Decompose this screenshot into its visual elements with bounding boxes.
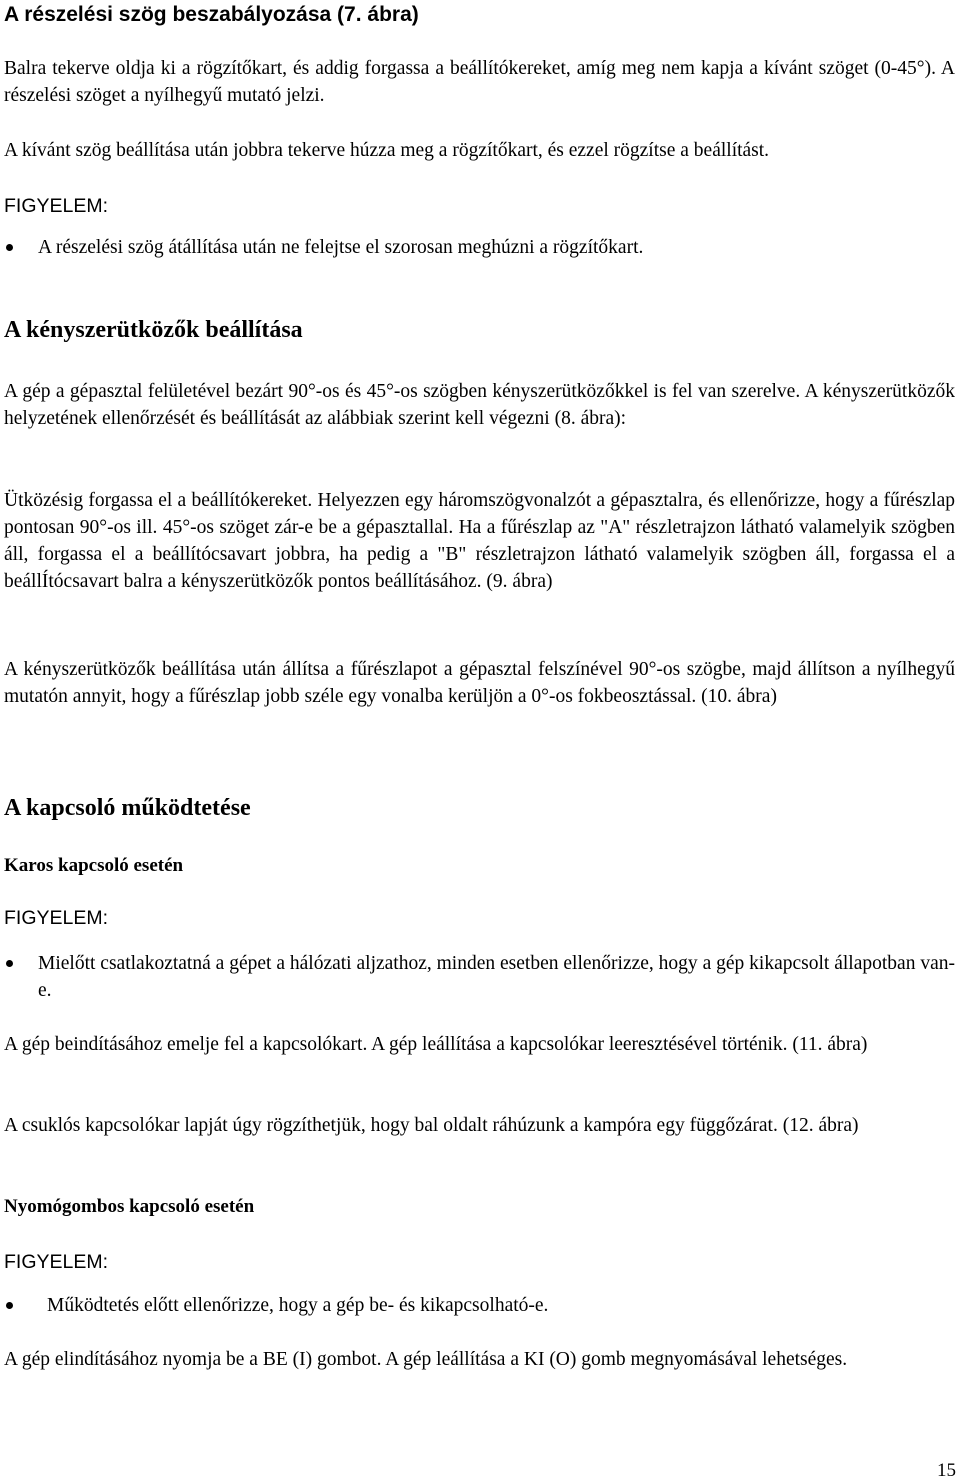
paragraph: A kényszerütközők beállítása után állítsa a fűrészlapot a gépasztal felszínével 90°-os szögbe, majd állítson a nyílhegyű mutatón annyit, hogy a fűrészlap jobb széle egy vonalba kerüljön a 0°-os fokbeosztással. (10. ábra): [4, 659, 955, 707]
subheading-lever-switch: Karos kapcsoló esetén: [4, 855, 184, 876]
bullet-text: A részelési szög átállítása után ne felejtse el szorosan meghúzni a rögzítőkart.: [38, 237, 644, 258]
subheading-pushbutton-switch: Nyomógombos kapcsoló esetén: [4, 1196, 255, 1217]
bullet-text: Működtetés előtt ellenőrizze, hogy a gép be- és kikapcsolható-e.: [47, 1295, 549, 1316]
bullet-icon: [6, 1302, 13, 1309]
section-heading-switch: A kapcsoló működtetése: [4, 795, 251, 821]
paragraph: A gép elindításához nyomja be a BE (I) gombot. A gép leállítása a KI (O) gomb megnyomásával lehetséges.: [4, 1349, 848, 1370]
paragraph: A csuklós kapcsolókar lapját úgy rögzíthetjük, hogy bal oldalt ráhúzunk a kampóra egy függőzárat. (12. ábra): [4, 1115, 859, 1136]
paragraph: A gép a gépasztal felületével bezárt 90°-os és 45°-os szögben kényszerütközőkkel is fel van szerelve. A kényszerütközők helyzetének ellenőrzését és beállítását az alábbiak szerint kell végezni (8. ábra):: [4, 381, 955, 429]
warning-label: FIGYELEM:: [4, 1251, 109, 1273]
section-heading-stops: A kényszerütközők beállítása: [4, 317, 303, 343]
warning-label: FIGYELEM:: [4, 195, 109, 217]
warning-label: FIGYELEM:: [4, 907, 109, 929]
paragraph: A gép beindításához emelje fel a kapcsolókart. A gép leállítása a kapcsolókar leeresztésével történik. (11. ábra): [4, 1034, 868, 1055]
paragraph: Balra tekerve oldja ki a rögzítőkart, és addig forgassa a beállítókereket, amíg meg nem kapja a kívánt szöget (0-45°). A részelési szöget a nyílhegyű mutató jelzi.: [4, 58, 955, 106]
bullet-icon: [6, 960, 13, 967]
paragraph: Ütközésig forgassa el a beállítókereket. Helyezzen egy háromszögvonalzót a gépasztalra, és ellenőrizze, hogy a fűrészlap pontosan 90°-os ill. 45°-os szöget zár-e be a gépasztallal. Ha a fűrészlap az "A" részletrajzon látható valamelyik szögben áll, forgassa el a beállítócsavart jobbra, ha pedig a "B" részletrajzon látható valamelyik szögben áll, forgassa el a beállÍtócsavart balra a kényszerütközők pontos beállításához. (9. ábra): [4, 490, 955, 592]
bullet-text: Mielőtt csatlakoztatná a gépet a hálózati aljzathoz, minden esetben ellenőrizze, hogy a gép kikapcsolt állapotban van-e.: [38, 953, 955, 1001]
section-heading-angle-adjust: A részelési szög beszabályozása (7. ábra): [4, 3, 419, 26]
paragraph: A kívánt szög beállítása után jobbra tekerve húzza meg a rögzítőkart, és ezzel rögzítse a beállítást.: [4, 140, 770, 161]
page-number: 15: [937, 1460, 956, 1481]
bullet-icon: [6, 244, 13, 251]
